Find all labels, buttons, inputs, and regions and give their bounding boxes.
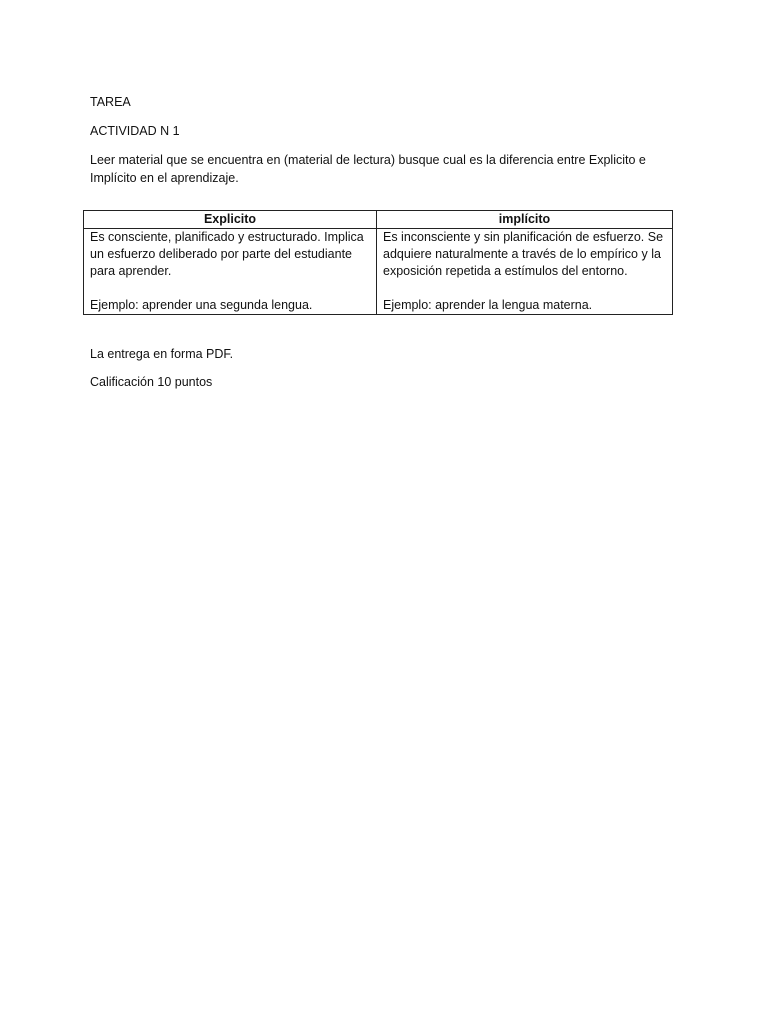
- table-row: [84, 229, 673, 315]
- document-title: TAREA: [90, 95, 131, 109]
- instruction-paragraph: Leer material que se encuentra en (material de lectura) busque cual es la diferencia entre Explicito e Implícito en el aprendizaje.: [90, 153, 646, 185]
- table-header-row: [84, 211, 673, 229]
- explicit-example: Ejemplo: aprender una segunda lengua.: [90, 298, 313, 312]
- explicit-description: Es consciente, planificado y estructurado. Implica un esfuerzo deliberado por parte del estudiante para aprender.: [90, 230, 364, 278]
- activity-heading: ACTIVIDAD N 1: [90, 124, 180, 138]
- header-implicit: implícito: [377, 211, 673, 229]
- header-explicit: Explicito: [84, 211, 377, 229]
- implicit-description: Es inconsciente y sin planificación de esfuerzo. Se adquiere naturalmente a través de lo empírico y la exposición repetida a estímulos del entorno.: [383, 230, 664, 278]
- cell-explicit: [84, 229, 377, 315]
- grading-note: Calificación 10 puntos: [90, 375, 213, 389]
- delivery-note: La entrega en forma PDF.: [90, 347, 234, 361]
- cell-implicit: [377, 229, 673, 315]
- implicit-example: Ejemplo: aprender la lengua materna.: [383, 298, 593, 312]
- comparison-table: [83, 210, 673, 315]
